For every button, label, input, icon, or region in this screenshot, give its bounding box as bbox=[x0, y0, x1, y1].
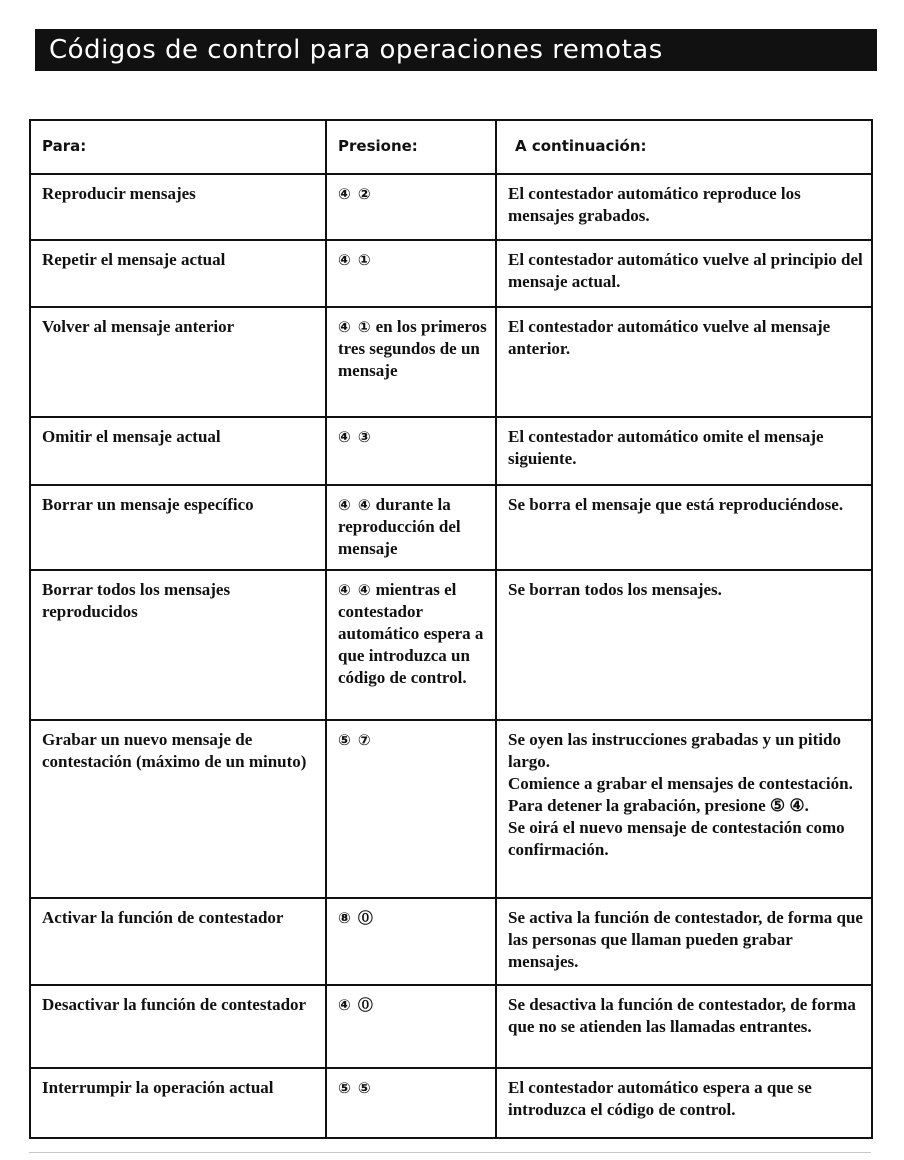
table-row bbox=[30, 898, 872, 985]
cell-continuacion: Se oyen las instrucciones grabadas y un pitido largo. Comience a grabar el mensajes de contestación. Para detener la grabación, presione ⑤ ④. Se oirá el nuevo mensaje de contestación como confirmación. bbox=[496, 720, 872, 898]
cell-para: Volver al mensaje anterior bbox=[30, 307, 326, 417]
cell-continuacion: El contestador automático espera a que se introduzca el código de control. bbox=[496, 1068, 872, 1138]
header-continuacion: A continuación: bbox=[496, 120, 872, 174]
cell-para: Omitir el mensaje actual bbox=[30, 417, 326, 485]
key-code: ⑧ ⓪ bbox=[338, 909, 374, 927]
cell-para: Borrar un mensaje específico bbox=[30, 485, 326, 570]
cell-continuacion: Se desactiva la función de contestador, de forma que no se atienden las llamadas entrantes. bbox=[496, 985, 872, 1068]
cell-continuacion: Se activa la función de contestador, de forma que las personas que llaman pueden grabar mensajes. bbox=[496, 898, 872, 985]
key-code: ④ ③ bbox=[338, 428, 372, 446]
page-bottom-rule bbox=[29, 1152, 871, 1153]
cell-presione bbox=[326, 307, 496, 417]
cell-para: Grabar un nuevo mensaje de contestación (máximo de un minuto) bbox=[30, 720, 326, 898]
header-para: Para: bbox=[30, 120, 326, 174]
table-row bbox=[30, 240, 872, 307]
cell-continuacion: El contestador automático omite el mensaje siguiente. bbox=[496, 417, 872, 485]
cell-para: Activar la función de contestador bbox=[30, 898, 326, 985]
code-note: durante la reproducción del mensaje bbox=[338, 495, 461, 558]
cell-para: Reproducir mensajes bbox=[30, 174, 326, 240]
cell-presione bbox=[326, 240, 496, 307]
cell-presione bbox=[326, 174, 496, 240]
table-row bbox=[30, 417, 872, 485]
cell-continuacion: El contestador automático reproduce los mensajes grabados. bbox=[496, 174, 872, 240]
table-header-row bbox=[30, 120, 872, 174]
cell-presione bbox=[326, 417, 496, 485]
remote-codes-table bbox=[29, 119, 873, 1139]
cell-presione bbox=[326, 485, 496, 570]
key-code: ④ ① bbox=[338, 251, 372, 269]
cell-continuacion: Se borra el mensaje que está reproduciéndose. bbox=[496, 485, 872, 570]
key-code: ④ ⓪ bbox=[338, 996, 374, 1014]
table-row bbox=[30, 485, 872, 570]
table-row bbox=[30, 307, 872, 417]
table-row bbox=[30, 1068, 872, 1138]
cell-continuacion: Se borran todos los mensajes. bbox=[496, 570, 872, 720]
cell-presione bbox=[326, 1068, 496, 1138]
key-code: ④ ① bbox=[338, 318, 372, 336]
code-note: en los primeros tres segundos de un mensaje bbox=[338, 317, 487, 380]
cell-presione bbox=[326, 985, 496, 1068]
header-presione: Presione: bbox=[326, 120, 496, 174]
cell-continuacion: El contestador automático vuelve al mensaje anterior. bbox=[496, 307, 872, 417]
cell-para: Borrar todos los mensajes reproducidos bbox=[30, 570, 326, 720]
table-row bbox=[30, 985, 872, 1068]
cell-para: Desactivar la función de contestador bbox=[30, 985, 326, 1068]
cell-presione bbox=[326, 570, 496, 720]
key-code: ④ ④ bbox=[338, 496, 372, 514]
cell-presione bbox=[326, 720, 496, 898]
code-note: mientras el contestador automático espera a que introduzca un código de control. bbox=[338, 580, 484, 687]
key-code: ⑤ ⑤ bbox=[338, 1079, 372, 1097]
table-row bbox=[30, 570, 872, 720]
page-title: Códigos de control para operaciones remotas bbox=[35, 29, 877, 71]
table-row bbox=[30, 720, 872, 898]
cell-presione bbox=[326, 898, 496, 985]
key-code: ④ ② bbox=[338, 185, 372, 203]
cell-para: Repetir el mensaje actual bbox=[30, 240, 326, 307]
key-code: ⑤ ⑦ bbox=[338, 731, 372, 749]
key-code: ④ ④ bbox=[338, 581, 372, 599]
cell-continuacion: El contestador automático vuelve al principio del mensaje actual. bbox=[496, 240, 872, 307]
cell-para: Interrumpir la operación actual bbox=[30, 1068, 326, 1138]
table-row bbox=[30, 174, 872, 240]
